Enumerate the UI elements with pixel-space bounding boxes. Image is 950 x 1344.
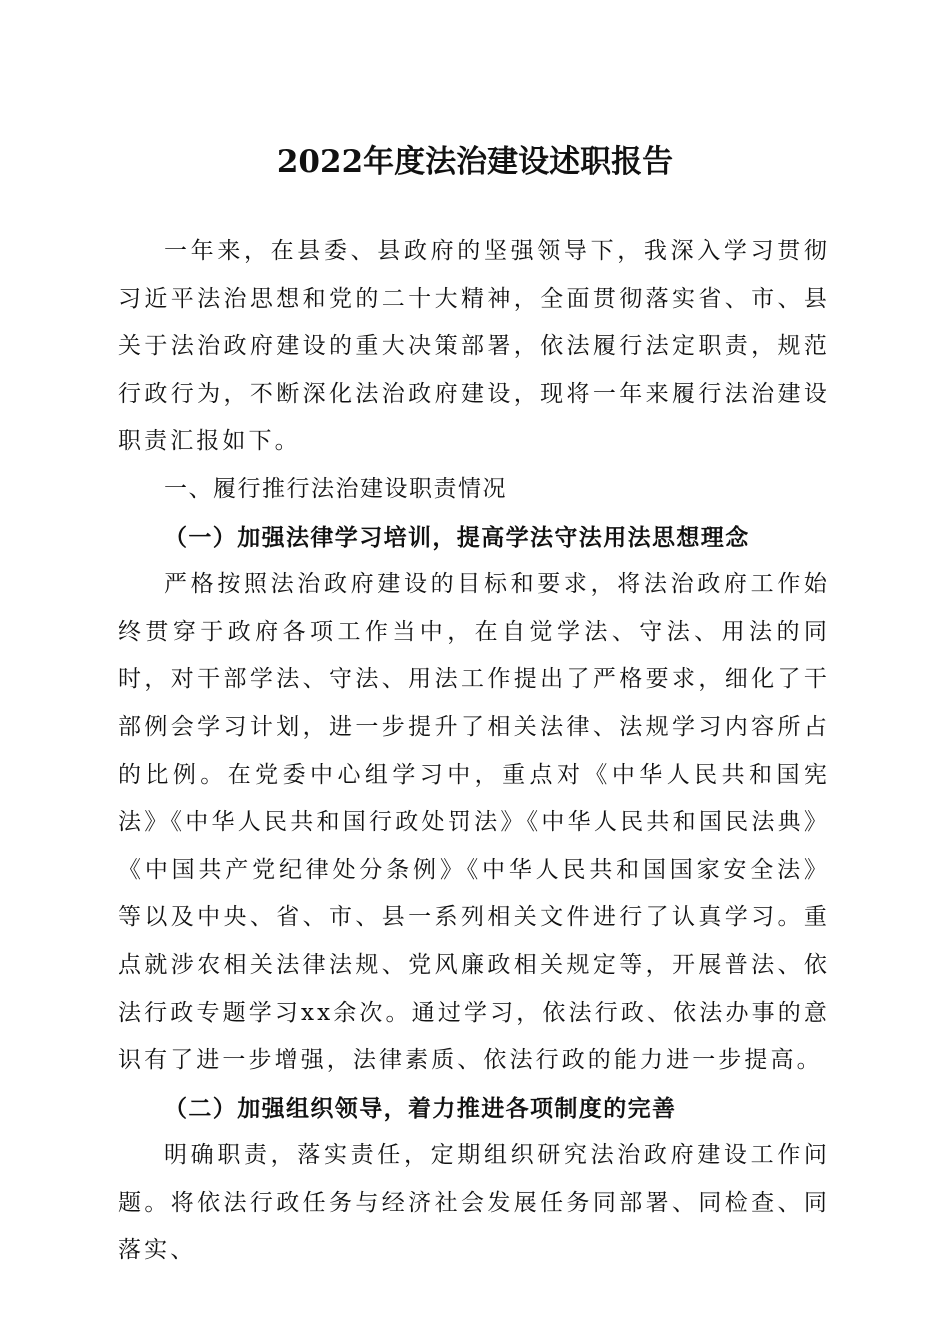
document-body	[118, 228, 830, 1275]
subsection-heading-2: （二）加强组织领导，着力推进各项制度的完善	[164, 1094, 677, 1122]
body-paragraph-1: 严格按照法治政府建设的目标和要求，将法治政府工作始终贯穿于政府各项工作当中，在自觉学法、守法、用法的同时，对干部学法、守法、用法工作提出了严格要求，细化了干部例会学习计划，进一步提升了相关法律、法规学习内容所占的比例。在党委中心组学习中，重点对《中华人民共和国宪法》《中华人民共和国行政处罚法》《中华人民共和国民法典》《中国共产党纪律处分条例》《中华人民共和国国家安全法》等以及中央、省、市、县一系列相关文件进行了认真学习。重点就涉农相关法律法规、党风廉政相关规定等，开展普法、依法行政专题学习xx余次。通过学习，依法行政、依法办事的意识有了进一步增强，法律素质、依法行政的能力进一步提高。	[118, 571, 830, 1074]
subsection-heading-1: （一）加强法律学习培训，提高学法守法用法思想理念	[164, 523, 750, 551]
document-title: 2022年度法治建设述职报告	[276, 144, 674, 180]
intro-paragraph: 一年来，在县委、县政府的坚强领导下，我深入学习贯彻习近平法治思想和党的二十大精神，全面贯彻落实省、市、县关于法治政府建设的重大决策部署，依法履行法定职责，规范行政行为，不断深化法治政府建设，现将一年来履行法治建设职责汇报如下。	[118, 238, 830, 455]
body-paragraph-2: 明确职责，落实责任，定期组织研究法治政府建设工作问题。将依法行政任务与经济社会发展任务同部署、同检查、同落实、	[118, 1142, 830, 1264]
section-heading-1: 一、履行推行法治建设职责情况	[164, 475, 507, 502]
